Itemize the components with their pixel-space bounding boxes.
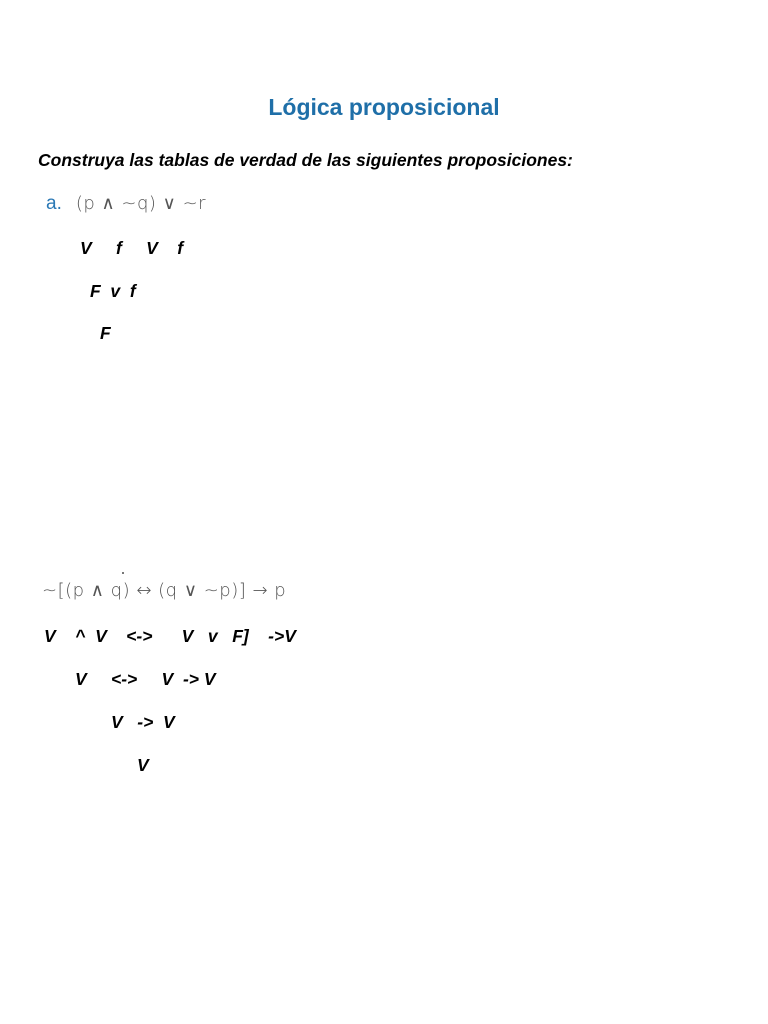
exercise-b-step-1: V ^ V <-> V v F] ->V	[44, 626, 296, 646]
exercise-a-header	[46, 193, 206, 215]
exercise-b-step-2: V <-> V -> V	[75, 669, 216, 689]
exercise-a-formula: (p ∧ ~q) ∨ ~r	[75, 193, 207, 214]
exercise-a-step-2: F v f	[90, 281, 136, 301]
exercise-b-step-3: V -> V	[111, 712, 175, 732]
instruction-text: Construya las tablas de verdad de las siguientes proposiciones:	[38, 150, 573, 170]
stray-dot-mark	[122, 572, 124, 574]
exercise-b-step-4: V	[137, 755, 149, 775]
exercise-a-step-3: F	[100, 323, 111, 343]
exercise-a-label: a.	[46, 193, 62, 214]
exercise-b-formula: ~[(p ∧ q) ↔ (q ∨ ~p)] → p	[42, 580, 287, 601]
exercise-b-header	[42, 580, 286, 601]
exercise-a-step-1: V f V f	[80, 238, 184, 258]
page-title: Lógica proposicional	[268, 94, 500, 120]
